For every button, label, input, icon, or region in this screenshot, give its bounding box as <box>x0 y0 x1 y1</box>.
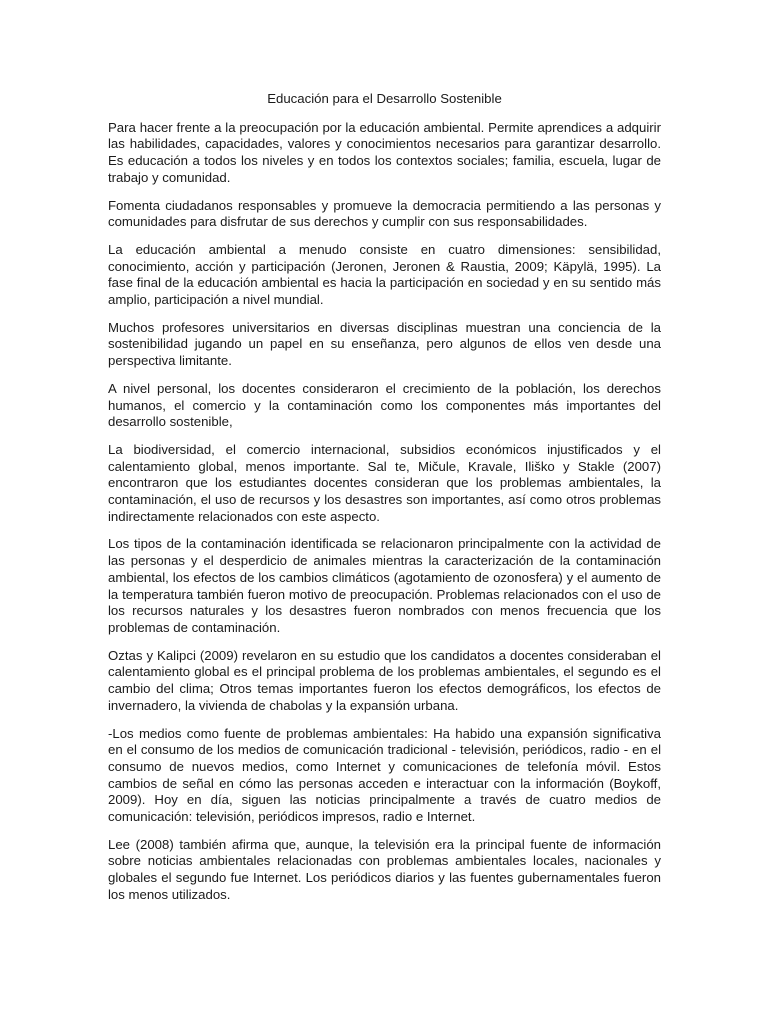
document-body <box>108 91 661 915</box>
paragraph-8: Oztas y Kalipci (2009) revelaron en su estudio que los candidatos a docentes consideraban el calentamiento global es el principal problema de los problemas ambientales, el segundo es el cambio del clima; Otros temas importantes fueron los efectos demográficos, los efectos de invernadero, la vivienda de chabolas y la expansión urbana. <box>108 647 661 713</box>
paragraph-9: -Los medios como fuente de problemas ambientales: Ha habido una expansión significativa en el consumo de los medios de comunicación tradicional - televisión, periódicos, radio - en el consumo de nuevos medios, como Internet y comunicaciones de telefonía móvil. Estos cambios de señal en cómo las personas acceden e interactuar con la información (Boykoff, 2009). Hoy en día, siguen las noticias principalmente a través de cuatro medios de comunicación: televisión, periódicos impresos, radio e Internet. <box>108 725 661 825</box>
paragraph-2: Fomenta ciudadanos responsables y promueve la democracia permitiendo a las personas y comunidades para disfrutar de sus derechos y cumplir con sus responsabilidades. <box>108 197 661 230</box>
paragraph-1: Para hacer frente a la preocupación por la educación ambiental. Permite aprendices a adquirir las habilidades, capacidades, valores y conocimientos necesarios para garantizar desarrollo. Es educación a todos los niveles y en todos los contextos sociales; familia, escuela, lugar de trabajo y comunidad. <box>108 119 661 185</box>
document-title: Educación para el Desarrollo Sostenible <box>267 91 502 106</box>
paragraph-3: La educación ambiental a menudo consiste en cuatro dimensiones: sensibilidad, conocimiento, acción y participación (Jeronen, Jeronen & Raustia, 2009; Käpylä, 1995). La fase final de la educación ambiental es hacia la participación en sociedad y en su sentido más amplio, participación a nivel mundial. <box>108 241 661 308</box>
paragraph-4: Muchos profesores universitarios en diversas disciplinas muestran una conciencia de la sostenibilidad jugando un papel en su enseñanza, pero algunos de ellos ven desde una perspectiva limitante. <box>108 319 661 369</box>
paragraph-7: Los tipos de la contaminación identificada se relacionaron principalmente con la actividad de las personas y el desperdicio de animales mientras la caracterización de la contaminación ambiental, los efectos de los cambios climáticos (agotamiento de ozonosfera) y el aumento de la temperatura también fueron motivo de preocupación. Problemas relacionados con el uso de los recursos naturales y los desastres fueron nombrados con menos frecuencia que los problemas de contaminación. <box>108 536 661 635</box>
paragraph-5: A nivel personal, los docentes consideraron el crecimiento de la población, los derechos humanos, el comercio y la contaminación como los componentes más importantes del desarrollo sostenible, <box>108 380 661 430</box>
paragraph-10: Lee (2008) también afirma que, aunque, la televisión era la principal fuente de información sobre noticias ambientales relacionadas con problemas ambientales locales, nacionales y globales el segundo fue Internet. Los periódicos diarios y las fuentes gubernamentales fueron los menos utilizados. <box>108 836 661 902</box>
paragraph-6: La biodiversidad, el comercio internacional, subsidios económicos injustificados y el calentamiento global, menos importante. Sal te, Mičule, Kravale, Iliško y Stakle (2007) encontraron que los estudiantes docentes consideran que los problemas ambientales, la contaminación, el uso de recursos y los desastres son importantes, así como otros problemas indirectamente relacionados con este aspecto. <box>108 441 661 524</box>
